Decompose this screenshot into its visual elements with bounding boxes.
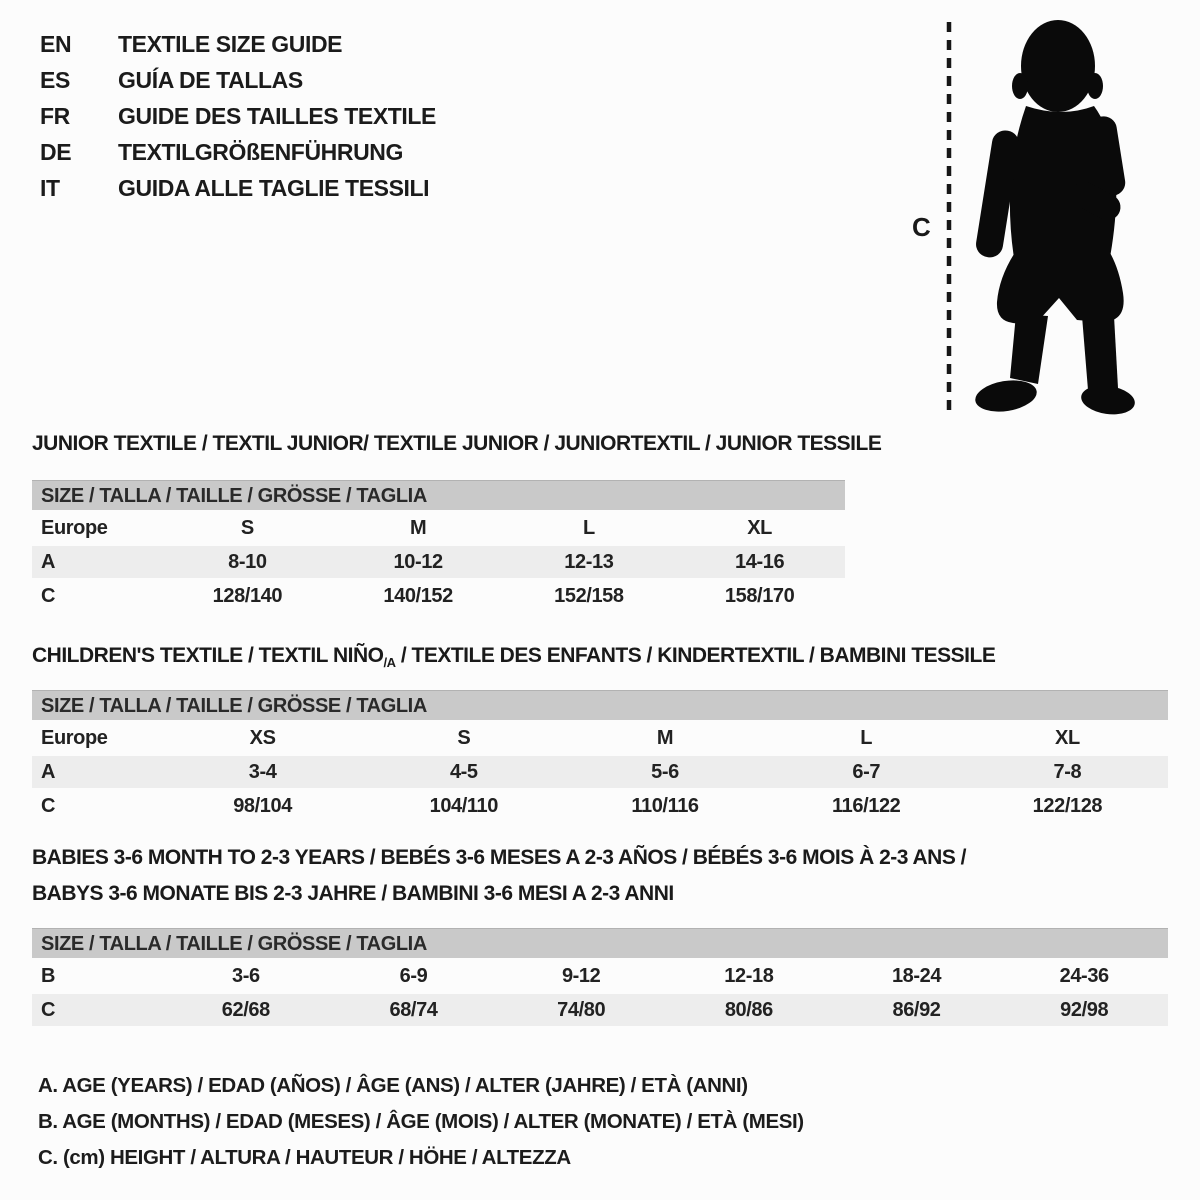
children-title-part1: CHILDREN'S TEXTILE / TEXTIL NIÑO (32, 644, 384, 667)
language-code: ES (40, 66, 70, 93)
children-title-part2: / TEXTILE DES ENFANTS / KINDERTEXTIL / BAMBINI TESSILE (395, 644, 996, 667)
size-header-bar: SIZE / TALLA / TAILLE / GRÖSSE / TAGLIA (32, 480, 845, 510)
table-row-europe (32, 512, 845, 544)
months-cell: 24-36 (1059, 964, 1109, 987)
language-row-de (40, 134, 436, 170)
row-label: Europe (41, 726, 108, 749)
height-cell: 62/68 (221, 998, 270, 1021)
height-cell: 140/152 (383, 584, 453, 607)
row-label: B (41, 964, 56, 987)
babies-section-title-line1: BABIES 3-6 MONTH TO 2-3 YEARS / BEBÉS 3-6 MESES A 2-3 AÑOS / BÉBÉS 3-6 MOIS À 2-3 ANS / (32, 846, 967, 869)
age-cell: 3-4 (248, 760, 277, 783)
size-header-bar: SIZE / TALLA / TAILLE / GRÖSSE / TAGLIA (32, 690, 1168, 720)
height-cell: 98/104 (233, 794, 292, 817)
size-cell: M (409, 516, 427, 539)
size-header-bar: SIZE / TALLA / TAILLE / GRÖSSE / TAGLIA (32, 928, 1168, 958)
height-cell: 110/116 (631, 794, 699, 817)
legend-line-b: B. AGE (MONTHS) / EDAD (MESES) / ÂGE (MOIS) / ALTER (MONATE) / ETÀ (MESI) (38, 1110, 804, 1133)
language-row-es (40, 62, 436, 98)
children-size-table (32, 690, 1168, 822)
size-cell: XS (249, 726, 276, 749)
row-label: C (41, 998, 56, 1021)
language-code: IT (40, 174, 60, 201)
size-cell: M (656, 726, 674, 749)
table-row-age (32, 546, 845, 578)
height-cell: 86/92 (892, 998, 941, 1021)
age-cell: 6-7 (852, 760, 881, 783)
height-measure-label: C (912, 212, 931, 242)
size-cell: XL (1055, 726, 1080, 749)
table-row-height (32, 790, 1168, 822)
table-row-age (32, 756, 1168, 788)
row-label: C (41, 584, 56, 607)
height-cell: 92/98 (1060, 998, 1109, 1021)
language-label: GUÍA DE TALLAS (118, 66, 303, 93)
children-section-title (32, 644, 995, 670)
age-cell: 12-13 (564, 550, 614, 573)
size-cell: L (582, 516, 595, 539)
children-title-sub: /A (383, 655, 396, 671)
babies-section-title-line2: BABYS 3-6 MONATE BIS 2-3 JAHRE / BAMBINI 3-6 MESI A 2-3 ANNI (32, 882, 674, 905)
age-cell: 14-16 (735, 550, 785, 573)
months-cell: 18-24 (891, 964, 942, 987)
table-row-months (32, 960, 1168, 992)
months-cell: 12-18 (724, 964, 774, 987)
language-list (40, 26, 436, 206)
junior-section-title: JUNIOR TEXTILE / TEXTIL JUNIOR/ TEXTILE JUNIOR / JUNIORTEXTIL / JUNIOR TESSILE (32, 432, 882, 455)
table-row-height (32, 994, 1168, 1026)
row-label: A (41, 550, 56, 573)
height-cell: 74/80 (557, 998, 606, 1021)
language-label: GUIDE DES TAILLES TEXTILE (118, 102, 436, 129)
language-row-en (40, 26, 436, 62)
height-cell: 152/158 (554, 584, 624, 607)
height-cell: 104/110 (429, 794, 498, 817)
height-cell: 116/122 (832, 794, 901, 817)
table-row-height (32, 580, 845, 612)
age-cell: 10-12 (393, 550, 443, 573)
height-cell: 158/170 (724, 584, 795, 607)
toddler-silhouette-icon (935, 14, 1147, 422)
legend-line-a: A. AGE (YEARS) / EDAD (AÑOS) / ÂGE (ANS) / ALTER (JAHRE) / ETÀ (ANNI) (38, 1074, 748, 1097)
size-cell: XL (747, 516, 772, 539)
junior-size-table (32, 480, 845, 612)
age-cell: 4-5 (449, 760, 478, 783)
height-cell: 128/140 (212, 584, 283, 607)
months-cell: 6-9 (399, 964, 428, 987)
size-cell: L (860, 726, 873, 749)
months-cell: 9-12 (561, 964, 601, 987)
row-label: A (41, 760, 56, 783)
months-cell: 3-6 (231, 964, 260, 987)
age-cell: 7-8 (1053, 760, 1082, 783)
language-row-fr (40, 98, 436, 134)
legend-line-c: C. (cm) HEIGHT / ALTURA / HAUTEUR / HÖHE / ALTEZZA (38, 1146, 571, 1169)
row-label: C (41, 794, 56, 817)
size-cell: S (240, 516, 254, 539)
language-label: GUIDA ALLE TAGLIE TESSILI (118, 174, 430, 201)
language-row-it (40, 170, 436, 206)
height-cell: 122/128 (1032, 794, 1103, 817)
table-row-europe (32, 722, 1168, 754)
legend (38, 1068, 804, 1176)
age-cell: 5-6 (651, 760, 679, 783)
babies-size-table (32, 928, 1168, 1026)
age-cell: 8-10 (228, 550, 267, 573)
language-label: TEXTILE SIZE GUIDE (118, 30, 343, 57)
height-cell: 68/74 (389, 998, 438, 1021)
language-code: DE (40, 138, 72, 165)
language-label: TEXTILGRÖßENFÜHRUNG (118, 138, 403, 165)
row-label: Europe (41, 516, 108, 539)
size-cell: S (457, 726, 471, 749)
height-cell: 80/86 (724, 998, 773, 1021)
language-code: EN (40, 30, 72, 57)
language-code: FR (40, 102, 70, 129)
